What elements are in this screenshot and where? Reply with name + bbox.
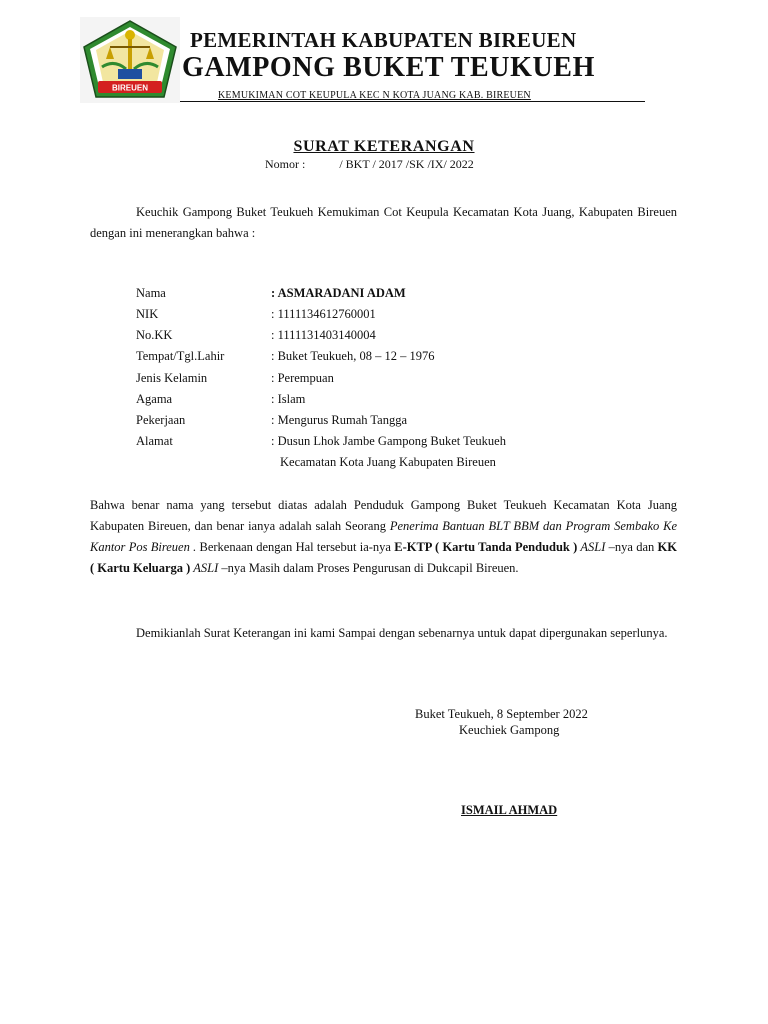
- field-value-address: : Dusun Lhok Jambe Gampong Buket Teukueh: [271, 434, 506, 448]
- field-value-ttl: : Buket Teukueh, 08 – 12 – 1976: [271, 349, 435, 363]
- signature-position: Keuchiek Gampong: [459, 723, 560, 737]
- field-value-address-line2: Kecamatan Kota Juang Kabupaten Bireuen: [280, 455, 496, 469]
- body-paragraph: [90, 495, 677, 579]
- header-divider: [180, 101, 645, 102]
- signature-name: ISMAIL AHMAD: [461, 803, 558, 817]
- signature-place-date: Buket Teukueh, 8 September 2022: [415, 707, 588, 721]
- field-value-nik: : 1111134612760001: [271, 307, 376, 321]
- field-value-gender: : Perempuan: [271, 371, 334, 385]
- header-address: KEMUKIMAN COT KEUPULA KEC N KOTA JUANG KAB. BIREUEN: [218, 90, 531, 101]
- field-label-ttl: Tempat/Tgl.Lahir: [136, 349, 225, 363]
- letter-number-value: / BKT / 2017 /SK /IX/ 2022: [339, 157, 474, 171]
- body-ektp: E-KTP ( Kartu Tanda Penduduk ): [394, 540, 578, 554]
- body-text-3: –nya dan: [605, 540, 658, 554]
- field-value-nama: : ASMARADANI ADAM: [271, 286, 406, 300]
- letter-number: [265, 157, 474, 172]
- field-label-nokk: No.KK: [136, 328, 173, 342]
- body-text-1: Bahwa benar nama yang tersebut diatas adalah Penduduk Gampong Buket Teukueh Kecamatan Kota Juang Kabupaten Bireuen, dan benar ianya adalah salah Seorang: [90, 498, 677, 533]
- intro-paragraph: Keuchik Gampong Buket Teukueh Kemukiman Cot Keupula Kecamatan Kota Juang, Kabupaten Bireuen dengan ini menerangkan bahwa :: [90, 205, 677, 240]
- field-label-nama: Nama: [136, 286, 166, 300]
- header-government: PEMERINTAH KABUPATEN BIREUEN: [190, 28, 577, 52]
- closing-paragraph: Demikianlah Surat Keterangan ini kami Sampai dengan sebenarnya untuk dapat dipergunakan seperlunya.: [136, 626, 668, 640]
- field-label-religion: Agama: [136, 392, 173, 406]
- field-value-religion: : Islam: [271, 392, 306, 406]
- svg-text:BIREUEN: BIREUEN: [111, 83, 149, 93]
- body-asli-2: ASLI: [190, 561, 219, 575]
- body-kk: KK ( Kartu Keluarga ): [90, 540, 677, 575]
- field-value-occupation: : Mengurus Rumah Tangga: [271, 413, 408, 427]
- field-label-nik: NIK: [136, 307, 159, 321]
- field-label-gender: Jenis Kelamin: [136, 371, 208, 385]
- field-value-nokk: : 1111131403140004: [271, 328, 376, 342]
- body-program-name: Penerima Bantuan BLT BBM dan Program Sembako Ke Kantor Pos Bireuen .: [90, 519, 677, 554]
- regency-logo: [80, 17, 180, 103]
- header-village: GAMPONG BUKET TEUKUEH: [182, 52, 595, 83]
- field-label-address: Alamat: [136, 434, 173, 448]
- body-asli-1: ASLI: [577, 540, 606, 554]
- body-text-4: –nya Masih dalam Proses Pengurusan di Dukcapil Bireuen.: [218, 561, 519, 575]
- body-text-2: Berkenaan dengan Hal tersebut ia-nya: [196, 540, 395, 554]
- letter-title: SURAT KETERANGAN: [293, 138, 475, 155]
- letter-number-label: Nomor :: [265, 157, 306, 171]
- field-label-occupation: Pekerjaan: [136, 413, 186, 427]
- bireuen-emblem-icon: [80, 17, 180, 103]
